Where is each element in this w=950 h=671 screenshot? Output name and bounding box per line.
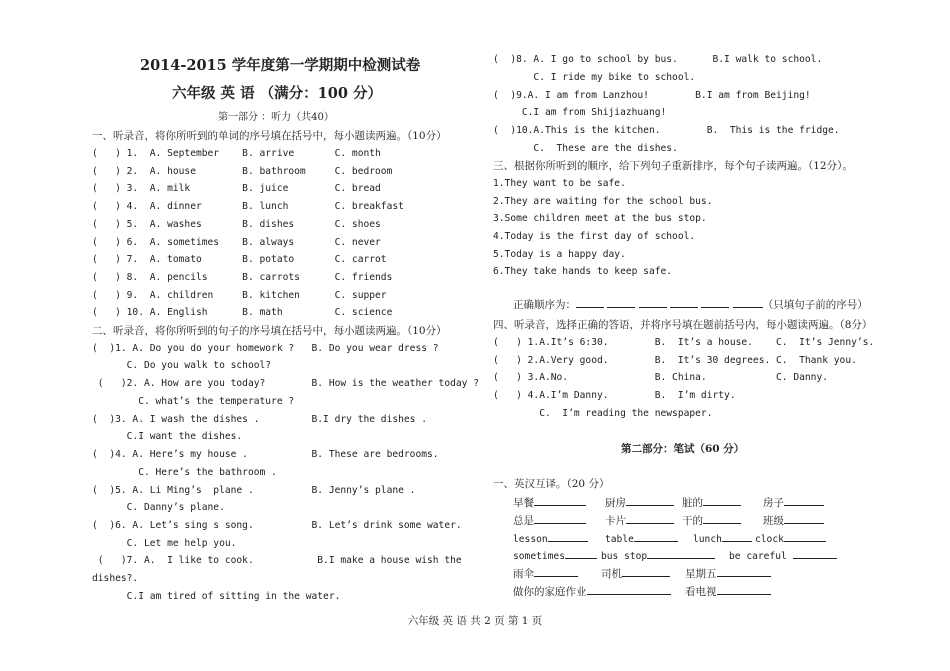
answer-blank[interactable] xyxy=(784,495,824,506)
answer-blank[interactable] xyxy=(626,513,674,524)
list-item: ( ) 5. A. washes B. dishes C. shoes xyxy=(92,219,381,230)
list-item: 5.Today is a happy day. xyxy=(493,249,626,260)
list-item: 6.They take hands to keep safe. xyxy=(493,266,673,277)
question-line: ( )5. A. Li Ming’s plane . B. Jenny’s plane . xyxy=(92,485,416,496)
vocab-item: be careful xyxy=(729,548,837,564)
list-item: ( ) 2. A. house B. bathroom C. bedroom xyxy=(92,166,393,177)
list-item: 2.They are waiting for the school bus. xyxy=(493,196,713,207)
vocab-item: 班级 xyxy=(763,513,824,528)
answer-blank[interactable] xyxy=(784,531,826,542)
part1-heading: 第一部分 ：听力（共40） xyxy=(218,112,334,123)
list-item: ( ) 10. A. English B. math C. science xyxy=(92,307,393,318)
question-line: C.I am tired of sitting in the water. xyxy=(92,591,341,602)
vocab-item: lesson xyxy=(513,531,588,547)
answer-blank[interactable] xyxy=(626,495,674,506)
answer-blank[interactable] xyxy=(784,513,824,524)
question-line: ( ) 1.A.It’s 6:30. B. It’s a house. C. It’s Jenny’s. xyxy=(493,337,875,348)
question-line: ( )3. A. I wash the dishes . B.I dry the dishes . xyxy=(92,414,428,425)
list-item: ( ) 3. A. milk B. juice C. bread xyxy=(92,183,381,194)
vocab-heading: 一、英汉互译。（20 分） xyxy=(493,478,610,490)
question-line: C. Do you walk to school? xyxy=(92,360,272,371)
answer-blank[interactable] xyxy=(534,566,578,577)
list-item: ( ) 9. A. children B. kitchen C. supper xyxy=(92,290,387,301)
question-line: C.I am from Shijiazhuang! xyxy=(493,107,667,118)
vocab-item: 脏的 xyxy=(682,495,741,510)
question-line: dishes?. xyxy=(92,573,139,584)
vocab-item: 干的 xyxy=(682,513,741,528)
vocab-item: 星期五 xyxy=(685,566,771,581)
exam-title: 2014-2015 学年度第一学期期中检测试卷 xyxy=(140,57,421,74)
question-line: ( )4. A. Here’s my house . B. These are bedrooms. xyxy=(92,449,439,460)
question-line: ( )1. A. Do you do your homework ? B. Do you wear dress ? xyxy=(92,343,439,354)
answer-blank[interactable] xyxy=(534,513,586,524)
question-line: C. These are the dishes. xyxy=(493,143,678,154)
vocab-item: sometimes xyxy=(513,548,597,564)
answer-blank[interactable] xyxy=(722,531,752,542)
question-line: ( )7. A. I like to cook. B.I make a house wish the xyxy=(92,555,462,566)
question-line: C. Let me help you. xyxy=(92,538,237,549)
question-line: C.I want the dishes. xyxy=(92,431,243,442)
answer-order-label: 正确顺序为： xyxy=(513,299,577,311)
list-item: ( ) 8. A. pencils B. carrots C. friends xyxy=(92,272,393,283)
question-line: ( )9.A. I am from Lanzhou! B.I am from Beijing! xyxy=(493,90,811,101)
list-item: 3.Some children meet at the bus stop. xyxy=(493,213,707,224)
list-item: ( ) 7. A. tomato B. potato C. carrot xyxy=(92,254,387,265)
page-footer: 六年级 英 语 共 2 页 第 1 页 xyxy=(407,615,543,627)
list-item: 4.Today is the first day of school. xyxy=(493,231,696,242)
question-line: C. I’m reading the newspaper. xyxy=(493,408,713,419)
answer-blank[interactable] xyxy=(565,548,597,559)
vocab-item: 看电视 xyxy=(685,584,771,599)
vocab-item: 雨伞 xyxy=(513,566,578,581)
answer-blank[interactable] xyxy=(717,566,771,577)
list-item: ( ) 6. A. sometimes B. always C. never xyxy=(92,237,381,248)
question-line: C. what’s the temperature ? xyxy=(92,396,295,407)
vocab-item: 卡片 xyxy=(605,513,674,528)
exam-subtitle: 六年级 英 语 （满分：100 分） xyxy=(172,85,382,102)
vocab-item: 做你的家庭作业 xyxy=(513,584,671,599)
answer-blank[interactable] xyxy=(548,531,588,542)
answer-blank[interactable] xyxy=(703,495,741,506)
answer-blank[interactable] xyxy=(701,297,729,308)
vocab-item: clock xyxy=(755,531,826,547)
vocab-item: 总是 xyxy=(513,513,586,528)
vocab-item: 早餐 xyxy=(513,495,586,510)
answer-blank[interactable] xyxy=(639,297,667,308)
question-line: ( )2. A. How are you today? B. How is the weather today ? xyxy=(92,378,479,389)
question-line: ( )8. A. I go to school by bus. B.I walk to school. xyxy=(493,54,823,65)
answer-blank[interactable] xyxy=(793,548,837,559)
question-line: C. Here’s the bathroom . xyxy=(92,467,277,478)
section4-heading: 四、听录音，选择正确的答语，并将序号填在题前括号内，每小题读两遍。（8分） xyxy=(493,319,873,331)
answer-blank[interactable] xyxy=(647,548,715,559)
answer-blank[interactable] xyxy=(717,584,771,595)
list-item: 1.They want to be safe. xyxy=(493,178,626,189)
question-line: C. I ride my bike to school. xyxy=(493,72,696,83)
vocab-item: 司机 xyxy=(601,566,670,581)
answer-blank[interactable] xyxy=(622,566,670,577)
question-line: ( )10.A.This is the kitchen. B. This is the fridge. xyxy=(493,125,840,136)
section3-heading: 三、根据你所听到的顺序，给下列句子重新排序，每个句子读两遍。（12分）。 xyxy=(493,160,853,172)
answer-blank[interactable] xyxy=(607,297,635,308)
vocab-item: 房子 xyxy=(763,495,824,510)
answer-blank[interactable] xyxy=(534,495,586,506)
question-line: ( ) 3.A.No. B. China. C. Danny. xyxy=(493,372,829,383)
part2-heading: 第二部分：笔试（60 分） xyxy=(621,443,745,455)
section2-heading: 二、听录音，将你所听到的句子的序号填在括号中，每小题读两遍。（10分） xyxy=(92,325,447,337)
vocab-item: bus stop xyxy=(601,548,715,564)
answer-blank[interactable] xyxy=(733,297,763,308)
question-line: C. Danny’s plane. xyxy=(92,502,225,513)
answer-order-note: （只填句子前的序号） xyxy=(762,299,868,311)
list-item: ( ) 4. A. dinner B. lunch C. breakfast xyxy=(92,201,404,212)
list-item: ( ) 1. A. September B. arrive C. month xyxy=(92,148,381,159)
question-line: ( ) 4.A.I’m Danny. B. I’m dirty. xyxy=(493,390,736,401)
answer-blank[interactable] xyxy=(576,297,604,308)
answer-blank[interactable] xyxy=(634,531,678,542)
question-line: ( )6. A. Let’s sing s song. B. Let’s drink some water. xyxy=(92,520,462,531)
answer-blank[interactable] xyxy=(703,513,741,524)
vocab-item: lunch xyxy=(693,531,752,547)
answer-blank[interactable] xyxy=(670,297,698,308)
vocab-item: 厨房 xyxy=(605,495,674,510)
answer-blank[interactable] xyxy=(587,584,671,595)
question-line: ( ) 2.A.Very good. B. It’s 30 degrees. C. Thank you. xyxy=(493,355,857,366)
section1-heading: 一、听录音，将你所听到的单词的序号填在括号中，每小题读两遍。（10分） xyxy=(92,130,447,142)
vocab-item: table xyxy=(605,531,678,547)
